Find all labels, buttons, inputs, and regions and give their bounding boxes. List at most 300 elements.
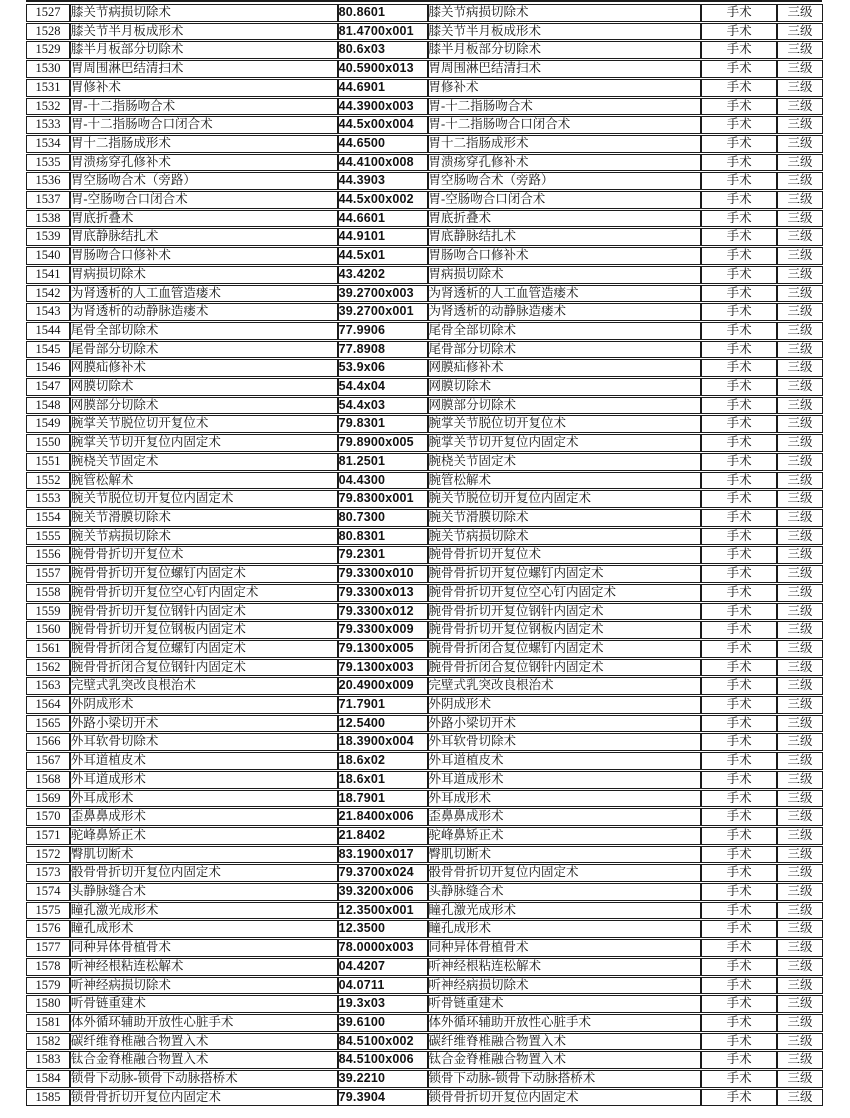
- procedure-code-cell: 80.8301: [338, 528, 428, 546]
- table-row: [26, 1014, 823, 1032]
- procedure-name-cell: 膝关节半月板成形术: [70, 23, 338, 41]
- level-cell: 三级: [777, 565, 823, 583]
- category-cell: 手术: [701, 79, 777, 97]
- procedure-code-cell: 84.5100x006: [338, 1051, 428, 1069]
- category-cell: 手术: [701, 1033, 777, 1051]
- procedure-code-cell: 44.5x01: [338, 247, 428, 265]
- category-cell: 手术: [701, 677, 777, 695]
- procedure-name-repeat-cell: 腕骨骨折切开复位空心钉内固定术: [428, 584, 702, 602]
- row-number-cell: 1551: [26, 453, 70, 471]
- procedure-code-cell: 44.3900x003: [338, 98, 428, 116]
- level-cell: 三级: [777, 359, 823, 377]
- row-number-cell: 1538: [26, 210, 70, 228]
- level-cell: 三级: [777, 827, 823, 845]
- procedure-code-cell: 12.5400: [338, 715, 428, 733]
- table-row: [26, 659, 823, 677]
- table-row: [26, 490, 823, 508]
- procedure-name-cell: 膝关节病损切除术: [70, 4, 338, 22]
- row-number-cell: 1575: [26, 902, 70, 920]
- table-row: [26, 116, 823, 134]
- row-number-cell: 1560: [26, 621, 70, 639]
- procedure-code-cell: 18.7901: [338, 790, 428, 808]
- procedure-name-repeat-cell: 腕桡关节固定术: [428, 453, 702, 471]
- category-cell: 手术: [701, 995, 777, 1013]
- procedure-name-cell: 腕管松解术: [70, 472, 338, 490]
- level-cell: 三级: [777, 883, 823, 901]
- row-number-cell: 1531: [26, 79, 70, 97]
- procedure-code-cell: 77.9906: [338, 322, 428, 340]
- procedure-code-cell: 44.6901: [338, 79, 428, 97]
- row-number-cell: 1583: [26, 1051, 70, 1069]
- level-cell: 三级: [777, 1033, 823, 1051]
- procedure-code-cell: 04.0711: [338, 977, 428, 995]
- procedure-name-cell: 膝半月板部分切除术: [70, 41, 338, 59]
- row-number-cell: 1545: [26, 341, 70, 359]
- procedure-code-cell: 19.3x03: [338, 995, 428, 1013]
- level-cell: 三级: [777, 715, 823, 733]
- table-row: [26, 1033, 823, 1051]
- table-row: [26, 808, 823, 826]
- procedure-code-cell: 21.8402: [338, 827, 428, 845]
- procedure-code-cell: 54.4x04: [338, 378, 428, 396]
- procedure-name-cell: 腕关节脱位切开复位内固定术: [70, 490, 338, 508]
- table-row: [26, 341, 823, 359]
- table-row: [26, 752, 823, 770]
- category-cell: 手术: [701, 415, 777, 433]
- procedure-name-repeat-cell: 骰骨骨折切开复位内固定术: [428, 864, 702, 882]
- row-number-cell: 1535: [26, 154, 70, 172]
- level-cell: 三级: [777, 902, 823, 920]
- procedure-name-repeat-cell: 外耳成形术: [428, 790, 702, 808]
- row-number-cell: 1537: [26, 191, 70, 209]
- procedure-name-cell: 腕关节病损切除术: [70, 528, 338, 546]
- procedure-code-cell: 54.4x03: [338, 397, 428, 415]
- procedure-name-cell: 头静脉缝合术: [70, 883, 338, 901]
- level-cell: 三级: [777, 415, 823, 433]
- row-number-cell: 1566: [26, 733, 70, 751]
- procedure-name-repeat-cell: 胃修补术: [428, 79, 702, 97]
- procedure-name-repeat-cell: 钛合金脊椎融合物置入术: [428, 1051, 702, 1069]
- row-number-cell: 1550: [26, 434, 70, 452]
- procedure-name-cell: 腕骨骨折闭合复位螺钉内固定术: [70, 640, 338, 658]
- row-number-cell: 1553: [26, 490, 70, 508]
- category-cell: 手术: [701, 939, 777, 957]
- procedure-name-repeat-cell: 网膜疝修补术: [428, 359, 702, 377]
- procedure-name-cell: 瞳孔激光成形术: [70, 902, 338, 920]
- procedure-code-cell: 83.1900x017: [338, 846, 428, 864]
- procedure-name-cell: 网膜疝修补术: [70, 359, 338, 377]
- procedure-name-cell: 尾骨全部切除术: [70, 322, 338, 340]
- category-cell: 手术: [701, 434, 777, 452]
- procedure-name-repeat-cell: 胃溃疡穿孔修补术: [428, 154, 702, 172]
- category-cell: 手术: [701, 509, 777, 527]
- procedure-code-cell: 79.8300x001: [338, 490, 428, 508]
- table-row: [26, 790, 823, 808]
- table-row: [26, 285, 823, 303]
- row-number-cell: 1577: [26, 939, 70, 957]
- procedure-name-repeat-cell: 网膜切除术: [428, 378, 702, 396]
- procedure-code-cell: 79.3300x013: [338, 584, 428, 602]
- row-number-cell: 1528: [26, 23, 70, 41]
- procedure-code-cell: 79.8301: [338, 415, 428, 433]
- category-cell: 手术: [701, 528, 777, 546]
- table-row: [26, 1089, 823, 1107]
- level-cell: 三级: [777, 266, 823, 284]
- procedure-code-cell: 79.3300x009: [338, 621, 428, 639]
- procedure-code-cell: 53.9x06: [338, 359, 428, 377]
- category-cell: 手术: [701, 472, 777, 490]
- table-row: [26, 584, 823, 602]
- level-cell: 三级: [777, 621, 823, 639]
- procedure-code-cell: 79.3300x012: [338, 603, 428, 621]
- table-row: [26, 528, 823, 546]
- category-cell: 手术: [701, 41, 777, 59]
- row-number-cell: 1569: [26, 790, 70, 808]
- procedure-name-cell: 为肾透析的人工血管造瘘术: [70, 285, 338, 303]
- category-cell: 手术: [701, 958, 777, 976]
- table-row: [26, 135, 823, 153]
- procedure-code-cell: 44.4100x008: [338, 154, 428, 172]
- row-number-cell: 1527: [26, 4, 70, 22]
- row-number-cell: 1574: [26, 883, 70, 901]
- procedure-name-repeat-cell: 歪鼻鼻成形术: [428, 808, 702, 826]
- row-number-cell: 1549: [26, 415, 70, 433]
- procedure-name-repeat-cell: 听神经根粘连松解术: [428, 958, 702, 976]
- procedure-name-cell: 腕掌关节脱位切开复位术: [70, 415, 338, 433]
- level-cell: 三级: [777, 247, 823, 265]
- procedure-name-repeat-cell: 外阴成形术: [428, 696, 702, 714]
- row-number-cell: 1558: [26, 584, 70, 602]
- row-number-cell: 1580: [26, 995, 70, 1013]
- row-number-cell: 1573: [26, 864, 70, 882]
- level-cell: 三级: [777, 752, 823, 770]
- row-number-cell: 1557: [26, 565, 70, 583]
- row-number-cell: 1540: [26, 247, 70, 265]
- procedure-name-repeat-cell: 胃肠吻合口修补术: [428, 247, 702, 265]
- row-number-cell: 1552: [26, 472, 70, 490]
- procedure-name-cell: 胃空肠吻合术（旁路）: [70, 172, 338, 190]
- procedure-name-cell: 腕骨骨折切开复位螺钉内固定术: [70, 565, 338, 583]
- row-number-cell: 1561: [26, 640, 70, 658]
- procedure-name-cell: 听神经根粘连松解术: [70, 958, 338, 976]
- row-number-cell: 1541: [26, 266, 70, 284]
- procedure-name-repeat-cell: 外路小梁切开术: [428, 715, 702, 733]
- row-number-cell: 1567: [26, 752, 70, 770]
- level-cell: 三级: [777, 995, 823, 1013]
- table-row: [26, 920, 823, 938]
- table-row: [26, 210, 823, 228]
- procedure-name-cell: 腕骨骨折切开复位钢针内固定术: [70, 603, 338, 621]
- level-cell: 三级: [777, 23, 823, 41]
- procedure-name-repeat-cell: 听神经病损切除术: [428, 977, 702, 995]
- procedure-code-cell: 04.4207: [338, 958, 428, 976]
- table-row: [26, 359, 823, 377]
- category-cell: 手术: [701, 359, 777, 377]
- procedure-code-cell: 44.6601: [338, 210, 428, 228]
- category-cell: 手术: [701, 546, 777, 564]
- category-cell: 手术: [701, 228, 777, 246]
- category-cell: 手术: [701, 303, 777, 321]
- category-cell: 手术: [701, 98, 777, 116]
- row-number-cell: 1530: [26, 60, 70, 78]
- procedure-name-repeat-cell: 外耳道植皮术: [428, 752, 702, 770]
- category-cell: 手术: [701, 247, 777, 265]
- table-row: [26, 565, 823, 583]
- row-number-cell: 1542: [26, 285, 70, 303]
- procedure-name-repeat-cell: 腕骨骨折切开复位钢针内固定术: [428, 603, 702, 621]
- procedure-name-cell: 胃肠吻合口修补术: [70, 247, 338, 265]
- procedure-name-cell: 胃病损切除术: [70, 266, 338, 284]
- procedure-name-cell: 完壁式乳突改良根治术: [70, 677, 338, 695]
- category-cell: 手术: [701, 266, 777, 284]
- procedure-name-cell: 腕骨骨折切开复位术: [70, 546, 338, 564]
- table-row: [26, 4, 823, 22]
- level-cell: 三级: [777, 472, 823, 490]
- level-cell: 三级: [777, 1089, 823, 1107]
- procedure-name-cell: 外耳道植皮术: [70, 752, 338, 770]
- level-cell: 三级: [777, 434, 823, 452]
- row-number-cell: 1579: [26, 977, 70, 995]
- procedure-code-cell: 79.2301: [338, 546, 428, 564]
- procedure-name-repeat-cell: 腕掌关节脱位切开复位术: [428, 415, 702, 433]
- row-number-cell: 1539: [26, 228, 70, 246]
- procedure-name-cell: 外路小梁切开术: [70, 715, 338, 733]
- level-cell: 三级: [777, 154, 823, 172]
- level-cell: 三级: [777, 808, 823, 826]
- procedure-code-cell: 39.2210: [338, 1070, 428, 1088]
- table-row: [26, 733, 823, 751]
- procedure-name-cell: 网膜切除术: [70, 378, 338, 396]
- procedure-name-cell: 听神经病损切除术: [70, 977, 338, 995]
- category-cell: 手术: [701, 603, 777, 621]
- table-row: [26, 546, 823, 564]
- procedure-name-repeat-cell: 膝半月板部分切除术: [428, 41, 702, 59]
- procedure-name-cell: 腕骨骨折闭合复位钢针内固定术: [70, 659, 338, 677]
- level-cell: 三级: [777, 733, 823, 751]
- procedure-code-cell: 79.1300x003: [338, 659, 428, 677]
- category-cell: 手术: [701, 696, 777, 714]
- procedure-code-cell: 18.3900x004: [338, 733, 428, 751]
- procedure-code-cell: 81.2501: [338, 453, 428, 471]
- procedure-name-cell: 胃修补术: [70, 79, 338, 97]
- procedure-code-cell: 18.6x01: [338, 771, 428, 789]
- procedure-name-cell: 臀肌切断术: [70, 846, 338, 864]
- table-row: [26, 846, 823, 864]
- level-cell: 三级: [777, 920, 823, 938]
- table-row: [26, 453, 823, 471]
- level-cell: 三级: [777, 453, 823, 471]
- row-number-cell: 1571: [26, 827, 70, 845]
- procedure-name-repeat-cell: 完壁式乳突改良根治术: [428, 677, 702, 695]
- row-number-cell: 1576: [26, 920, 70, 938]
- level-cell: 三级: [777, 341, 823, 359]
- procedure-name-repeat-cell: 胃-空肠吻合口闭合术: [428, 191, 702, 209]
- level-cell: 三级: [777, 98, 823, 116]
- level-cell: 三级: [777, 322, 823, 340]
- procedure-name-repeat-cell: 腕关节脱位切开复位内固定术: [428, 490, 702, 508]
- table-row: [26, 902, 823, 920]
- procedure-name-cell: 网膜部分切除术: [70, 397, 338, 415]
- procedure-name-cell: 外耳软骨切除术: [70, 733, 338, 751]
- procedure-name-repeat-cell: 胃周围淋巴结清扫术: [428, 60, 702, 78]
- procedure-code-cell: 77.8908: [338, 341, 428, 359]
- procedure-code-cell: 39.2700x001: [338, 303, 428, 321]
- procedure-name-repeat-cell: 胃底折叠术: [428, 210, 702, 228]
- procedure-name-cell: 歪鼻鼻成形术: [70, 808, 338, 826]
- table-row: [26, 715, 823, 733]
- procedure-name-repeat-cell: 同种异体骨植骨术: [428, 939, 702, 957]
- procedure-code-cell: 78.0000x003: [338, 939, 428, 957]
- table-row: [26, 1051, 823, 1069]
- table-row: [26, 23, 823, 41]
- row-number-cell: 1533: [26, 116, 70, 134]
- category-cell: 手术: [701, 565, 777, 583]
- table-row: [26, 621, 823, 639]
- table-row: [26, 303, 823, 321]
- procedure-name-cell: 钛合金脊椎融合物置入术: [70, 1051, 338, 1069]
- category-cell: 手术: [701, 397, 777, 415]
- category-cell: 手术: [701, 920, 777, 938]
- procedure-code-cell: 12.3500: [338, 920, 428, 938]
- procedure-name-cell: 胃-空肠吻合口闭合术: [70, 191, 338, 209]
- procedure-name-cell: 骰骨骨折切开复位内固定术: [70, 864, 338, 882]
- row-number-cell: 1570: [26, 808, 70, 826]
- procedure-name-repeat-cell: 腕骨骨折切开复位钢板内固定术: [428, 621, 702, 639]
- procedure-name-repeat-cell: 瞳孔激光成形术: [428, 902, 702, 920]
- category-cell: 手术: [701, 191, 777, 209]
- procedure-name-repeat-cell: 驼峰鼻矫正术: [428, 827, 702, 845]
- procedure-name-cell: 瞳孔成形术: [70, 920, 338, 938]
- procedure-code-cell: 21.8400x006: [338, 808, 428, 826]
- level-cell: 三级: [777, 285, 823, 303]
- procedure-name-cell: 为肾透析的动静脉造瘘术: [70, 303, 338, 321]
- row-number-cell: 1565: [26, 715, 70, 733]
- level-cell: 三级: [777, 696, 823, 714]
- procedure-name-repeat-cell: 外耳软骨切除术: [428, 733, 702, 751]
- category-cell: 手术: [701, 172, 777, 190]
- category-cell: 手术: [701, 60, 777, 78]
- procedure-code-cell: 18.6x02: [338, 752, 428, 770]
- procedure-name-repeat-cell: 臀肌切断术: [428, 846, 702, 864]
- category-cell: 手术: [701, 1014, 777, 1032]
- procedure-code-cell: 40.5900x013: [338, 60, 428, 78]
- row-number-cell: 1572: [26, 846, 70, 864]
- table-row: [26, 883, 823, 901]
- procedure-name-repeat-cell: 为肾透析的动静脉造瘘术: [428, 303, 702, 321]
- level-cell: 三级: [777, 1070, 823, 1088]
- category-cell: 手术: [701, 883, 777, 901]
- table-row: [26, 995, 823, 1013]
- procedure-name-cell: 尾骨部分切除术: [70, 341, 338, 359]
- category-cell: 手术: [701, 864, 777, 882]
- table-row: [26, 266, 823, 284]
- row-number-cell: 1582: [26, 1033, 70, 1051]
- table-row: [26, 434, 823, 452]
- level-cell: 三级: [777, 210, 823, 228]
- procedure-name-cell: 体外循环辅助开放性心脏手术: [70, 1014, 338, 1032]
- procedure-name-repeat-cell: 头静脉缝合术: [428, 883, 702, 901]
- procedure-code-cell: 44.9101: [338, 228, 428, 246]
- table-row: [26, 1070, 823, 1088]
- category-cell: 手术: [701, 322, 777, 340]
- procedure-name-cell: 腕关节滑膜切除术: [70, 509, 338, 527]
- procedure-code-cell: 44.5x00x002: [338, 191, 428, 209]
- category-cell: 手术: [701, 4, 777, 22]
- level-cell: 三级: [777, 584, 823, 602]
- category-cell: 手术: [701, 640, 777, 658]
- category-cell: 手术: [701, 733, 777, 751]
- procedure-name-cell: 外耳成形术: [70, 790, 338, 808]
- category-cell: 手术: [701, 341, 777, 359]
- procedure-code-cell: 80.7300: [338, 509, 428, 527]
- table-row: [26, 60, 823, 78]
- category-cell: 手术: [701, 659, 777, 677]
- procedure-name-cell: 锁骨骨折切开复位内固定术: [70, 1089, 338, 1107]
- procedure-name-cell: 胃溃疡穿孔修补术: [70, 154, 338, 172]
- procedure-name-repeat-cell: 听骨链重建术: [428, 995, 702, 1013]
- procedure-code-cell: 39.6100: [338, 1014, 428, 1032]
- level-cell: 三级: [777, 846, 823, 864]
- level-cell: 三级: [777, 397, 823, 415]
- procedure-name-repeat-cell: 胃十二指肠成形术: [428, 135, 702, 153]
- table-row: [26, 771, 823, 789]
- procedure-code-cell: 84.5100x002: [338, 1033, 428, 1051]
- procedure-code-cell: 80.6x03: [338, 41, 428, 59]
- level-cell: 三级: [777, 659, 823, 677]
- table-row: [26, 696, 823, 714]
- table-row: [26, 864, 823, 882]
- procedure-name-repeat-cell: 碳纤维脊椎融合物置入术: [428, 1033, 702, 1051]
- row-number-cell: 1554: [26, 509, 70, 527]
- procedure-name-repeat-cell: 锁骨骨折切开复位内固定术: [428, 1089, 702, 1107]
- procedure-name-repeat-cell: 外耳道成形术: [428, 771, 702, 789]
- procedure-name-cell: 胃底折叠术: [70, 210, 338, 228]
- procedure-code-cell: 44.3903: [338, 172, 428, 190]
- level-cell: 三级: [777, 640, 823, 658]
- level-cell: 三级: [777, 958, 823, 976]
- row-number-cell: 1562: [26, 659, 70, 677]
- level-cell: 三级: [777, 677, 823, 695]
- level-cell: 三级: [777, 172, 823, 190]
- row-number-cell: 1548: [26, 397, 70, 415]
- level-cell: 三级: [777, 135, 823, 153]
- row-number-cell: 1556: [26, 546, 70, 564]
- procedure-name-repeat-cell: 膝关节病损切除术: [428, 4, 702, 22]
- table-row: [26, 172, 823, 190]
- row-number-cell: 1547: [26, 378, 70, 396]
- procedure-name-cell: 外阴成形术: [70, 696, 338, 714]
- procedure-name-cell: 腕骨骨折切开复位空心钉内固定术: [70, 584, 338, 602]
- procedure-code-cell: 39.3200x006: [338, 883, 428, 901]
- level-cell: 三级: [777, 4, 823, 22]
- procedure-name-cell: 外耳道成形术: [70, 771, 338, 789]
- table-row: [26, 958, 823, 976]
- procedure-code-cell: 80.8601: [338, 4, 428, 22]
- level-cell: 三级: [777, 378, 823, 396]
- category-cell: 手术: [701, 621, 777, 639]
- category-cell: 手术: [701, 771, 777, 789]
- procedure-name-cell: 听骨链重建术: [70, 995, 338, 1013]
- level-cell: 三级: [777, 41, 823, 59]
- procedure-name-repeat-cell: 锁骨下动脉-锁骨下动脉搭桥术: [428, 1070, 702, 1088]
- procedure-code-cell: 79.3700x024: [338, 864, 428, 882]
- category-cell: 手术: [701, 977, 777, 995]
- procedure-name-cell: 碳纤维脊椎融合物置入术: [70, 1033, 338, 1051]
- row-number-cell: 1536: [26, 172, 70, 190]
- category-cell: 手术: [701, 790, 777, 808]
- procedure-name-repeat-cell: 胃空肠吻合术（旁路）: [428, 172, 702, 190]
- category-cell: 手术: [701, 1051, 777, 1069]
